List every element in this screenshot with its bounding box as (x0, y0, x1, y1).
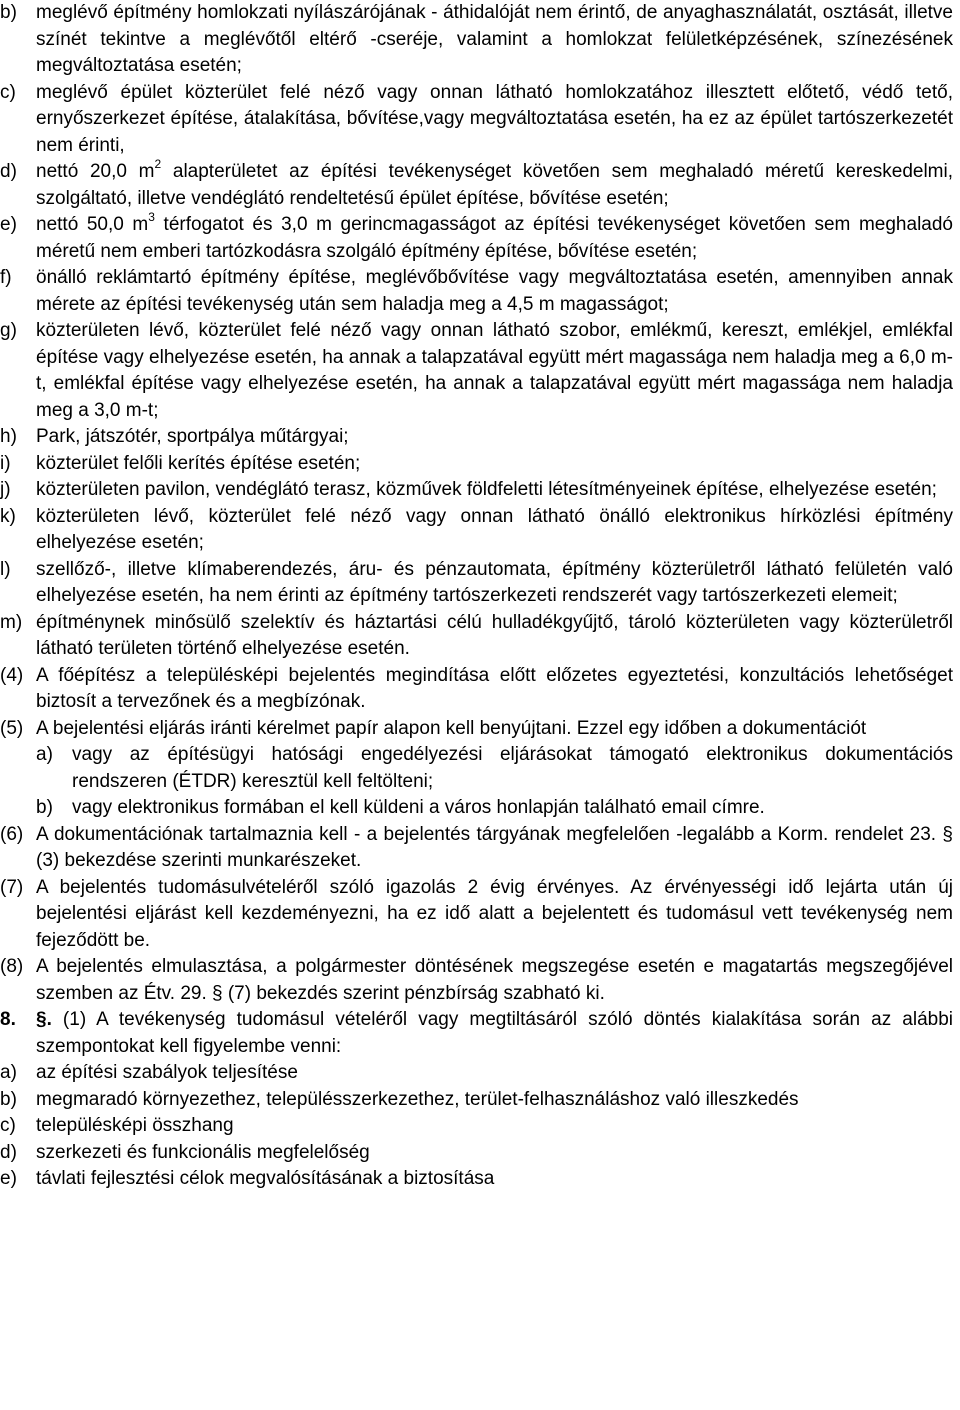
paragraph (0, 822, 953, 875)
paragraph-text: A dokumentációnak tartalmaznia kell - a bejelentés tárgyának megfelelően -legalább a Korm. rendelet 23. § (3) bekezdése szerinti munkarészeket. (36, 823, 953, 871)
item-label: e) (0, 1168, 17, 1189)
list-item (0, 156, 954, 212)
item-label: b) (0, 2, 17, 23)
paragraph (0, 716, 953, 743)
paragraph-number: (4) (0, 664, 24, 686)
item-label: h) (0, 426, 17, 447)
list-item (36, 795, 953, 822)
item-text: építménynek minősülő szelektív és háztartási célú hulladékgyűjtő, tároló közterületen vagy közterületről látható területen történő elhelyezése esetén. (36, 611, 953, 659)
item-label: e) (0, 214, 17, 235)
item-text: közterületen pavilon, vendéglátó terasz, közművek földfeletti létesítményeinek építése, elhelyezése esetén; (36, 479, 937, 500)
item-label: f) (0, 267, 12, 288)
paragraph-number: (7) (0, 876, 24, 898)
list-item (0, 80, 953, 160)
section-text: (1) A tevékenység tudomásul vételéről vagy megtiltásáról szóló döntés kialakítása során az alábbi szempontokat kell figyelembe venni: (36, 1009, 953, 1057)
list-item (0, 318, 953, 424)
item-text: településképi összhang (36, 1115, 234, 1136)
item-label: l) (0, 558, 11, 580)
item-text: térfogatot és 3,0 m gerincmagasságot az építési tevékenységet követően sem meghaladó méretű nem emberi tartózkodásra szolgáló építmény építése, bővítése esetén; (36, 214, 953, 262)
item-text: meglévő épület közterület felé néző vagy onnan látható homlokzatához illesztett előtető, védő tető, ernyőszerkezet építése, átalakítása, bővítése,vagy megváltoztatása esetén, ha ez az épület tartószerkezetét nem érinti, (36, 81, 953, 156)
paragraph-text: A bejelentés tudomásulvételéről szóló igazolás 2 évig érvényes. Az érvényességi idő lejárta után új bejelentési eljárást kell kezdeményezni, ha ez idő alatt a bejelentett és tudomásul vett tevékenység nem fejeződött be. (36, 876, 953, 951)
paragraph-text: A bejelentési eljárás iránti kérelmet papír alapon kell benyújtani. Ezzel egy időben a dokumentációt (36, 717, 867, 739)
item-label: c) (0, 81, 16, 103)
list-item (0, 424, 953, 451)
list-item (0, 1140, 953, 1167)
item-label: a) (0, 1062, 17, 1083)
list-item (0, 557, 953, 610)
paragraph-number: (6) (0, 823, 24, 845)
list-item (0, 1087, 953, 1114)
paragraph-text: A főépítész a településképi bejelentés megindítása előtt előzetes egyeztetési, konzultációs lehetőséget biztosít a tervezőnek és a megbízónak. (36, 664, 953, 712)
list-item (0, 265, 953, 318)
item-label: j) (0, 479, 11, 500)
item-label: d) (0, 1141, 17, 1163)
item-label: i) (0, 452, 11, 474)
section-heading (0, 1007, 953, 1060)
item-text: közterület felőli kerítés építése esetén; (36, 452, 361, 474)
item-label: c) (0, 1115, 16, 1136)
item-text: alapterületet az építési tevékenységet követően sem meghaladó méretű kereskedelmi, szolgáltató, illetve vendéglátó rendeltetésű épület építése, bővítése esetén; (36, 161, 954, 209)
section-sign: §. (36, 1009, 52, 1030)
list-item (0, 1060, 953, 1087)
list-item (0, 451, 953, 478)
item-text: vagy az építésügyi hatósági engedélyezési eljárásokat támogató elektronikus dokumentációs rendszeren (ÉTDR) keresztül kell feltölteni; (72, 744, 953, 792)
item-text: vagy elektronikus formában el kell küldeni a város honlapján található email címre. (72, 797, 765, 818)
item-text: az építési szabályok teljesítése (36, 1062, 298, 1083)
item-text: közterületen lévő, közterület felé néző vagy onnan látható szobor, emlékmű, kereszt, emlékjel, emlékfal építése vagy elhelyezése esetén, ha annak a talapzatával együtt mért magassága nem haladja meg a 6,0 m-t, emlékfal építése vagy elhelyezése esetén, ha annak a talapzatával együtt mért magassága nem haladja meg a 3,0 m-t; (36, 320, 953, 421)
item-text: nettó 50,0 m (36, 214, 149, 235)
paragraph (0, 954, 953, 1007)
item-label: k) (0, 505, 16, 527)
item-text: önálló reklámtartó építmény építése, meglévőbővítése vagy megváltoztatása esetén, amennyiben annak mérete az építési tevékenység után sem haladja meg a 4,5 m magasságot; (36, 267, 953, 315)
item-text: meglévő építmény homlokzati nyílászárójának - áthidalóját nem érintő, de anyaghasználatát, osztását, illetve színét tekintve a meglévőtől eltérő -cseréje, valamint a homlokzat felületképzésének, színezésének megváltoztatása esetén; (36, 2, 953, 76)
item-text: szerkezeti és funkcionális megfelelőség (36, 1141, 370, 1163)
list-item (0, 209, 953, 265)
item-text: szellőző-, illetve klímaberendezés, áru- és pénzautomata, építmény közterületről látható felületén való elhelyezése esetén, ha nem érinti az építmény tartószerkezeti rendszerét vagy tartószerkezeti elemeit; (36, 558, 953, 606)
item-label: b) (0, 1088, 17, 1110)
list-item (0, 504, 953, 557)
list-item (36, 742, 953, 795)
list-item (0, 0, 953, 80)
item-label: b) (36, 797, 53, 818)
list-item (0, 1166, 953, 1193)
paragraph (0, 875, 953, 955)
paragraph-text: A bejelentés elmulasztása, a polgármester döntésének megszegése esetén e magatartás megszegőjével szemben az Étv. 29. § (7) bekezdés szerint pénzbírság szabható ki. (36, 956, 953, 1004)
superscript: 3 (148, 209, 155, 224)
item-label: g) (0, 320, 17, 341)
item-text: nettó 20,0 m (36, 161, 155, 182)
superscript: 2 (154, 156, 162, 171)
item-label: d) (0, 161, 17, 182)
list-item (0, 477, 953, 504)
list-item (0, 610, 953, 663)
paragraph-number: (5) (0, 717, 24, 739)
section-number: 8. (0, 1009, 16, 1030)
paragraph (0, 663, 953, 716)
item-label: m) (0, 611, 23, 633)
item-text: távlati fejlesztési célok megvalósításának a biztosítása (36, 1168, 495, 1189)
list-item (0, 1113, 953, 1140)
item-label: a) (36, 744, 53, 765)
paragraph-number: (8) (0, 956, 24, 977)
item-text: megmaradó környezethez, településszerkezethez, terület-felhasználáshoz való illeszkedés (36, 1088, 799, 1110)
item-text: Park, játszótér, sportpálya műtárgyai; (36, 426, 349, 447)
item-text: közterületen lévő, közterület felé néző vagy onnan látható önálló elektronikus hírközlési építmény elhelyezése esetén; (36, 505, 953, 553)
